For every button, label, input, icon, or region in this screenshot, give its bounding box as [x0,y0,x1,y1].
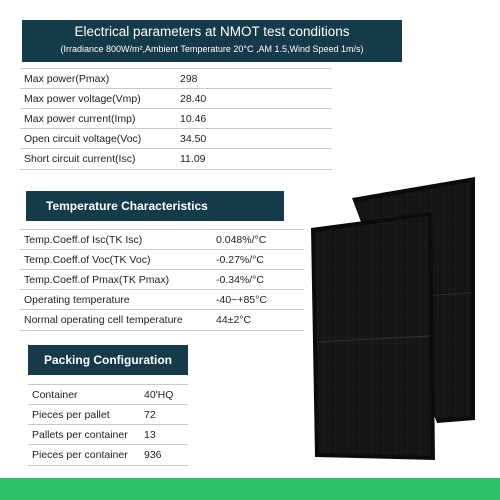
table-row [28,444,188,466]
row-label: Pallets per container [32,429,128,441]
temperature-header [26,191,284,221]
row-value: 298 [180,73,198,85]
electrical-title: Electrical parameters at NMOT test conditions [74,24,350,39]
solar-panel-front [311,212,435,460]
row-label: Normal operating cell temperature [24,314,183,326]
row-value: 28.40 [180,93,207,105]
row-value: 72 [144,409,156,421]
table-row [20,269,304,290]
row-value: 40'HQ [144,389,174,401]
table-row [20,289,304,310]
row-label: Max power(Pmax) [24,73,110,85]
row-label: Container [32,389,78,401]
table-row [20,88,332,109]
row-value: -40~+85°C [216,294,267,306]
row-value: -0.34%/°C [216,274,264,286]
row-value: -0.27%/°C [216,254,264,266]
row-label: Pieces per container [32,449,128,461]
table-row [20,108,332,129]
table-row [20,148,332,170]
row-label: Pieces per pallet [32,409,110,421]
row-value: 11.09 [180,153,206,165]
row-value: 44±2°C [216,314,252,326]
solar-panels-svg [305,175,480,465]
temperature-table [20,229,304,329]
table-row [28,404,188,425]
electrical-table [20,68,332,170]
bottom-accent-bar [0,478,500,500]
row-value: 34.50 [180,133,207,145]
table-row [28,424,188,445]
row-label: Open circuit voltage(Voc) [24,133,142,145]
packing-title: Packing Configuration [44,353,173,367]
temperature-title: Temperature Characteristics [46,199,208,213]
table-row [20,309,304,331]
packing-table [28,384,188,464]
table-row [20,68,332,89]
row-label: Operating temperature [24,294,130,306]
table-row [20,128,332,149]
electrical-subtitle: (Irradiance 800W/m²,Ambient Temperature 20°C ,AM 1.5,Wind Speed 1m/s) [60,44,364,54]
table-row [20,249,304,270]
table-row [20,229,304,250]
electrical-header [22,20,402,62]
row-label: Short circuit current(Isc) [24,153,136,165]
table-row [28,384,188,405]
solar-panels-image [305,175,480,465]
row-label: Temp.Coeff.of Pmax(TK Pmax) [24,274,170,286]
row-value: 0.048%/°C [216,234,267,246]
row-value: 936 [144,449,162,461]
row-label: Max power voltage(Vmp) [24,93,141,105]
row-value: 13 [144,429,156,441]
packing-header [28,345,188,375]
row-value: 10.46 [180,113,207,125]
row-label: Temp.Coeff.of Voc(TK Voc) [24,254,151,266]
row-label: Temp.Coeff.of Isc(TK Isc) [24,234,143,246]
row-label: Max power current(Imp) [24,113,136,125]
